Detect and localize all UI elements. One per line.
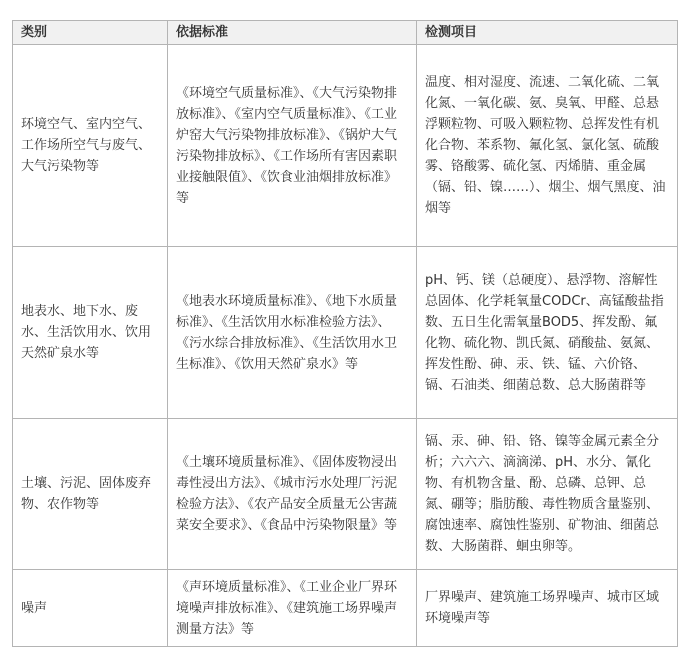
row-items: 厂界噪声、建筑施工场界噪声、城市区域环境噪声等 bbox=[417, 570, 678, 647]
row-standard: 《声环境质量标准》、《工业企业厂界环境噪声排放标准》、《建筑施工场界噪声测量方法》等 bbox=[168, 570, 417, 647]
table-header-row bbox=[13, 21, 678, 45]
table-row bbox=[13, 247, 678, 419]
row-items: 镉、汞、砷、铅、铬、镍等金属元素全分析；六六六、滴滴涕、pH、水分、氰化物、有机物含量、酚、总磷、总钾、总氮、硼等；脂肪酸、毒性物质含量鉴别、腐蚀速率、腐蚀性鉴别、矿物油、细菌总数、大肠菌群、蛔虫卵等。 bbox=[417, 419, 678, 570]
row-standard: 《地表水环境质量标准》、《地下水质量标准》、《生活饮用水标准检验方法》、《污水综合排放标准》、《生活饮用水卫生标准》、《饮用天然矿泉水》等 bbox=[168, 247, 417, 419]
row-category: 土壤、污泥、固体废弃物、农作物等 bbox=[13, 419, 168, 570]
row-category: 地表水、地下水、废水、生活饮用水、饮用天然矿泉水等 bbox=[13, 247, 168, 419]
header-standard: 依据标准 bbox=[168, 21, 417, 45]
table-row bbox=[13, 45, 678, 247]
header-items: 检测项目 bbox=[417, 21, 678, 45]
row-standard: 《土壤环境质量标准》、《固体废物浸出毒性浸出方法》、《城市污水处理厂污泥检验方法》、《农产品安全质量无公害蔬菜安全要求》、《食品中污染物限量》等 bbox=[168, 419, 417, 570]
table-row bbox=[13, 419, 678, 570]
row-items: 温度、相对湿度、流速、二氧化硫、二氧化氮、一氧化碳、氨、臭氧、甲醛、总悬浮颗粒物、可吸入颗粒物、总挥发性有机化合物、苯系物、氟化氢、氯化氢、硫酸雾、铬酸雾、硫化氢、丙烯腈、重金属（镉、铅、镍……）、烟尘、烟气黑度、油烟等 bbox=[417, 45, 678, 247]
table-row bbox=[13, 570, 678, 647]
row-standard: 《环境空气质量标准》、《大气污染物排放标准》、《室内空气质量标准》、《工业炉窑大气污染物排放标准》、《锅炉大气污染物排放标》、《工作场所有害因素职业接触限值》、《饮食业油烟排放标准》等 bbox=[168, 45, 417, 247]
row-category: 环境空气、室内空气、工作场所空气与废气、大气污染物等 bbox=[13, 45, 168, 247]
row-category: 噪声 bbox=[13, 570, 168, 647]
row-items: pH、钙、镁（总硬度）、悬浮物、溶解性总固体、化学耗氧量CODCr、高锰酸盐指数、五日生化需氧量BOD5、挥发酚、氟化物、硫化物、凯氏氮、硝酸盐、氨氮、挥发性酚、砷、汞、铁、锰、六价铬、镉、石油类、细菌总数、总大肠菌群等 bbox=[417, 247, 678, 419]
standards-table bbox=[12, 20, 678, 647]
header-category: 类别 bbox=[13, 21, 168, 45]
